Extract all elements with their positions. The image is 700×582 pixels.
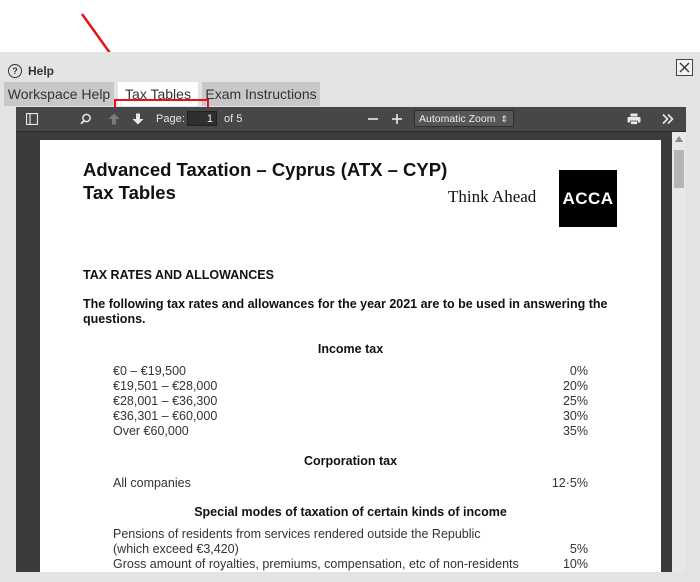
page-label: Page: bbox=[156, 113, 185, 125]
zoom-select[interactable] bbox=[414, 110, 514, 127]
minus-icon bbox=[367, 113, 379, 125]
corporation-tax-heading: Corporation tax bbox=[303, 454, 398, 468]
special-row2-rate: 10% bbox=[562, 557, 588, 571]
search-icon bbox=[80, 113, 92, 125]
tab-exam-instructions[interactable]: Exam Instructions bbox=[202, 82, 320, 106]
income-band: €28,001 – €36,300 bbox=[113, 394, 218, 408]
acca-logo-text: ACCA bbox=[562, 189, 614, 208]
document-title-line1: Advanced Taxation – Cyprus (ATX – CYP) bbox=[83, 159, 448, 180]
help-icon: ? bbox=[8, 64, 22, 78]
income-rate: 0% bbox=[569, 364, 588, 378]
tab-tax-tables[interactable]: Tax Tables bbox=[118, 82, 198, 106]
document-title bbox=[83, 158, 447, 204]
income-rate: 20% bbox=[562, 379, 588, 393]
pdf-page bbox=[40, 140, 661, 572]
pdf-viewer bbox=[16, 107, 686, 572]
special-row1-line1: Pensions of residents from services rendered outside the Republic bbox=[113, 527, 481, 541]
arrow-down-icon bbox=[132, 113, 144, 125]
close-icon bbox=[679, 62, 690, 73]
double-chevron-right-icon bbox=[662, 113, 674, 125]
tab-workspace-help[interactable]: Workspace Help bbox=[4, 82, 114, 106]
acca-logo bbox=[559, 170, 617, 227]
income-band: €19,501 – €28,000 bbox=[113, 379, 218, 393]
corporation-rate: 12·5% bbox=[551, 476, 588, 490]
page-area bbox=[16, 132, 686, 572]
page-total: of 5 bbox=[224, 113, 243, 125]
document-title-line2: Tax Tables bbox=[83, 182, 176, 203]
income-rate: 30% bbox=[562, 409, 588, 423]
tagline: Think Ahead bbox=[448, 187, 537, 206]
income-band: €36,301 – €60,000 bbox=[113, 409, 218, 423]
income-band: Over €60,000 bbox=[113, 424, 189, 438]
window-title: Help bbox=[28, 64, 55, 78]
tab-bar bbox=[0, 82, 700, 106]
page-number-input[interactable]: 1 bbox=[187, 111, 217, 126]
printer-icon bbox=[627, 113, 641, 125]
scrollbar-thumb[interactable] bbox=[674, 150, 684, 188]
close-button[interactable] bbox=[676, 59, 693, 76]
special-row1-rate: 5% bbox=[569, 542, 588, 556]
income-rate: 35% bbox=[562, 424, 588, 438]
income-band: €0 – €19,500 bbox=[113, 364, 186, 378]
intro-text: The following tax rates and allowances for the year 2021 are to be used in answering the questions. bbox=[83, 297, 608, 326]
income-rate: 25% bbox=[562, 394, 588, 408]
special-row2-label: Gross amount of royalties, premiums, compensation, etc of non-residents bbox=[113, 557, 519, 571]
chevron-updown-icon: ⇕ bbox=[500, 114, 508, 124]
section-heading: TAX RATES AND ALLOWANCES bbox=[83, 268, 274, 282]
special-modes-heading: Special modes of taxation of certain kinds of income bbox=[194, 505, 507, 519]
help-titlebar bbox=[0, 52, 700, 82]
corporation-label: All companies bbox=[113, 476, 191, 490]
sidebar-toggle-icon bbox=[26, 113, 38, 125]
pdf-toolbar bbox=[16, 107, 686, 132]
income-tax-heading: Income tax bbox=[317, 342, 384, 356]
special-row1-line2: (which exceed €3,420) bbox=[113, 542, 239, 556]
vertical-scrollbar[interactable] bbox=[672, 132, 686, 572]
plus-icon bbox=[391, 113, 403, 125]
arrow-up-icon bbox=[108, 113, 120, 125]
scroll-up-arrow-icon[interactable] bbox=[675, 136, 683, 142]
zoom-value: Automatic Zoom bbox=[419, 113, 496, 125]
